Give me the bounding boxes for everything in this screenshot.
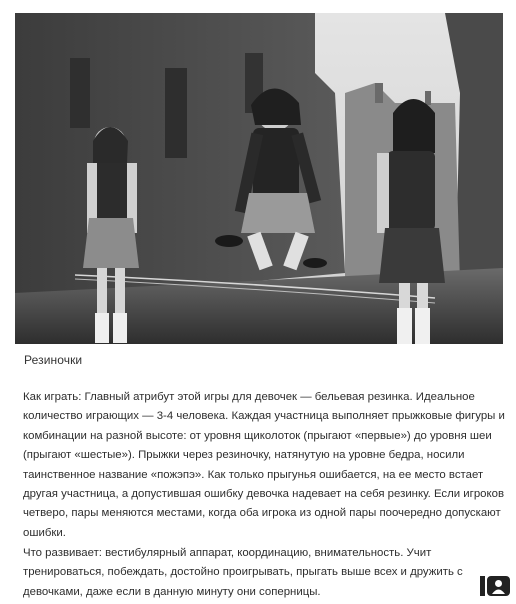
photo-girls-jumping-elastic	[15, 13, 503, 344]
what-it-develops-paragraph	[23, 544, 503, 602]
text-line: четверо, пары меняются местами, когда оба игрока из одной пары поочередно допускают	[23, 507, 501, 520]
text-line: (прыгают «шестые»). Прыжки через резиночку, натянутую на уровне бедра, носили	[23, 449, 465, 462]
text-line: комбинации на разной высоте: от уровня щиколоток (прыгают «первые») до уровня шеи	[23, 429, 492, 442]
text-line: другая участница, а допустившая ошибку девочка надевает на себя резинку. Если игроков	[23, 488, 504, 501]
text-line: количество играющих — 3-4 человека. Каждая участница выполняет прыжковые фигуры и	[23, 410, 505, 423]
brand-logo-icon[interactable]	[480, 574, 510, 598]
photo-caption: Резиночки	[24, 353, 83, 367]
text-line: тренироваться, побеждать, достойно проигрывать, прыгать выше всех и дружить с	[23, 566, 463, 579]
how-to-play-paragraph	[23, 388, 503, 543]
text-line: ошибки.	[23, 526, 66, 539]
text-line: таинственное название «пожэпэ». Как только прыгунья ошибается, на ее место встает	[23, 468, 484, 481]
text-line: Как играть: Главный атрибут этой игры для девочек — бельевая резинка. Идеальное	[23, 391, 475, 403]
text-line: девочками, даже если в данную минуту они соперницы.	[23, 585, 321, 598]
text-line: Что развивает: вестибулярный аппарат, координацию, внимательность. Учит	[23, 547, 432, 559]
